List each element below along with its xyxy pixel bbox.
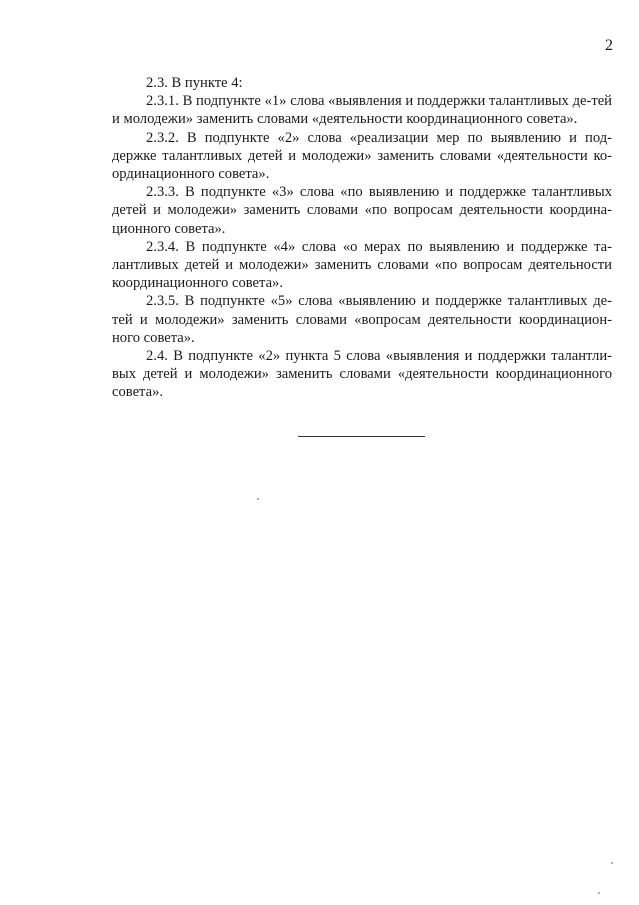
- paragraph-2-4: 2.4. В подпункте «2» пункта 5 слова «выявления и поддержки талантли-вых детей и молодежи» заменить словами «деятельности координационного совета».: [112, 348, 612, 401]
- document-body: [112, 74, 612, 402]
- paragraph-2-3-2: 2.3.2. В подпункте «2» слова «реализации мер по выявлению и под-держке талантливых детей и молодежи» заменить словами «деятельности ко-ординационного совета».: [112, 129, 612, 183]
- paragraph-2-3-5: 2.3.5. В подпункте «5» слова «выявлению и поддержке талантливых де-тей и молодежи» заменить словами «вопросам деятельности координацион-ного совета».: [112, 293, 612, 346]
- paragraph-2-3-1: 2.3.1. В подпункте «1» слова «выявления и поддержки талантливых де-тей и молодежи» заменить словами «деятельности координационного совета».: [112, 93, 612, 128]
- end-separator-line: [298, 436, 425, 437]
- page-number: 2: [605, 37, 613, 54]
- paragraph-2-3: 2.3. В пункте 4:: [146, 75, 243, 91]
- scan-speck: [257, 498, 259, 500]
- paragraph-2-3-3: 2.3.3. В подпункте «3» слова «по выявлению и поддержке талантливых детей и молодежи» заменить словами «по вопросам деятельности координа-ционного совета».: [112, 184, 612, 237]
- scan-speck: [598, 892, 600, 894]
- paragraph-2-3-4: 2.3.4. В подпункте «4» слова «о мерах по выявлению и поддержке та-лантливых детей и молодежи» заменить словами «по вопросам деятельности координационного совета».: [112, 238, 612, 292]
- scan-speck: [611, 862, 613, 864]
